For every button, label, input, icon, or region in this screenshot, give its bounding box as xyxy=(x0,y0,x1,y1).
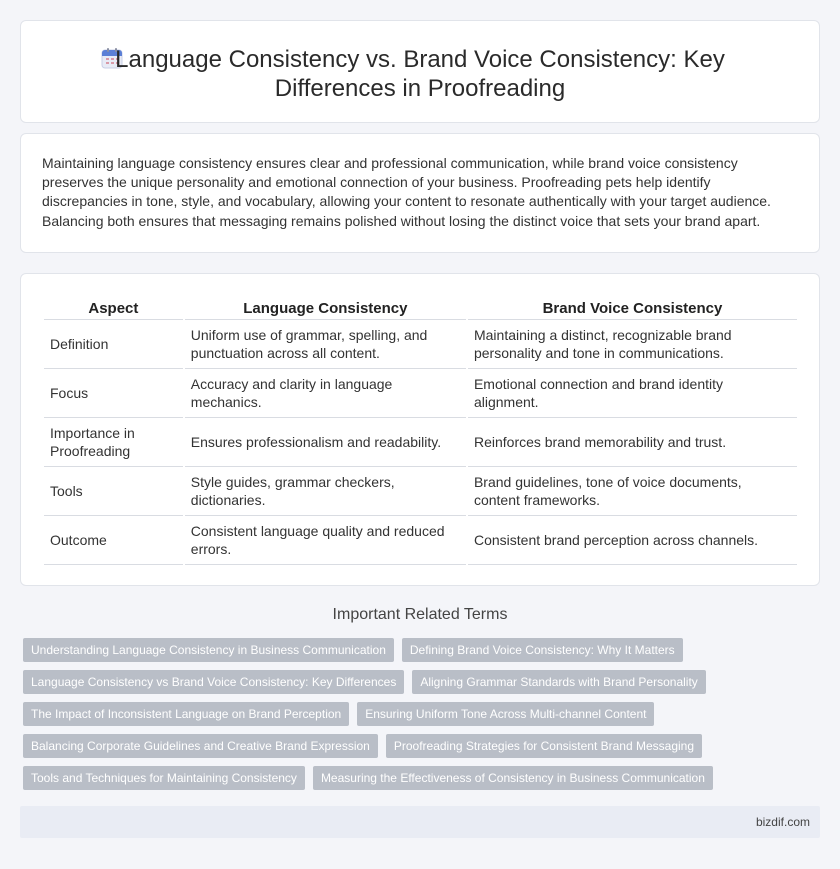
table-cell: Outcome xyxy=(44,516,183,565)
table-cell: Ensures professionalism and readability. xyxy=(185,418,466,467)
related-term-link[interactable]: Balancing Corporate Guidelines and Creative Brand Expression xyxy=(23,734,378,758)
footer-site-link[interactable]: bizdif.com xyxy=(755,815,810,829)
intro-paragraph: Maintaining language consistency ensures clear and professional communication, while brand voice consistency preserves the unique personality and emotional connection of your business. Proofreading pets help identify discrepancies in tone, style, and vocabulary, allowing your content to resonate authentically with your target audience. Balancing both ensures that messaging remains polished without losing the distinct voice that sets your brand apart. xyxy=(42,155,771,229)
table-row xyxy=(44,320,797,369)
related-term-link[interactable]: Language Consistency vs Brand Voice Consistency: Key Differences xyxy=(23,670,404,694)
intro-card xyxy=(20,133,820,253)
related-term-link[interactable]: Defining Brand Voice Consistency: Why It Matters xyxy=(402,638,683,662)
table-cell: Consistent language quality and reduced errors. xyxy=(185,516,466,565)
table-cell: Emotional connection and brand identity alignment. xyxy=(468,369,797,418)
table-row xyxy=(44,516,797,565)
table-cell: Focus xyxy=(44,369,183,418)
table-cell: Consistent brand perception across channels. xyxy=(468,516,797,565)
table-cell: Definition xyxy=(44,320,183,369)
footer-bar xyxy=(20,806,820,838)
table-row xyxy=(44,369,797,418)
related-terms-heading: Important Related Terms xyxy=(332,606,508,623)
related-terms-list xyxy=(23,638,803,798)
table-cell: Uniform use of grammar, spelling, and punctuation across all content. xyxy=(185,320,466,369)
comparison-card xyxy=(20,273,820,586)
table-cell: Reinforces brand memorability and trust. xyxy=(468,418,797,467)
table-row xyxy=(44,467,797,516)
page-title: Language Consistency vs. Brand Voice Consistency: Key Differences in Proofreading xyxy=(115,46,725,102)
comparison-table xyxy=(42,294,799,565)
related-term-link[interactable]: Understanding Language Consistency in Business Communication xyxy=(23,638,394,662)
table-cell: Accuracy and clarity in language mechanics. xyxy=(185,369,466,418)
related-term-link[interactable]: Proofreading Strategies for Consistent Brand Messaging xyxy=(386,734,702,758)
table-cell: Style guides, grammar checkers, dictionaries. xyxy=(185,467,466,516)
related-term-link[interactable]: The Impact of Inconsistent Language on Brand Perception xyxy=(23,702,349,726)
related-term-link[interactable]: Ensuring Uniform Tone Across Multi-channel Content xyxy=(357,702,654,726)
column-header-language: Language Consistency xyxy=(185,294,466,320)
related-term-link[interactable]: Measuring the Effectiveness of Consistency in Business Communication xyxy=(313,766,713,790)
table-cell: Importance in Proofreading xyxy=(44,418,183,467)
column-header-aspect: Aspect xyxy=(44,294,183,320)
column-header-brand-voice: Brand Voice Consistency xyxy=(468,294,797,320)
related-term-link[interactable]: Tools and Techniques for Maintaining Consistency xyxy=(23,766,305,790)
table-cell: Maintaining a distinct, recognizable brand personality and tone in communications. xyxy=(468,320,797,369)
table-cell: Tools xyxy=(44,467,183,516)
table-header-row xyxy=(44,294,797,320)
table-cell: Brand guidelines, tone of voice documents, content frameworks. xyxy=(468,467,797,516)
related-term-link[interactable]: Aligning Grammar Standards with Brand Personality xyxy=(412,670,705,694)
header-card xyxy=(20,20,820,123)
table-row xyxy=(44,418,797,467)
